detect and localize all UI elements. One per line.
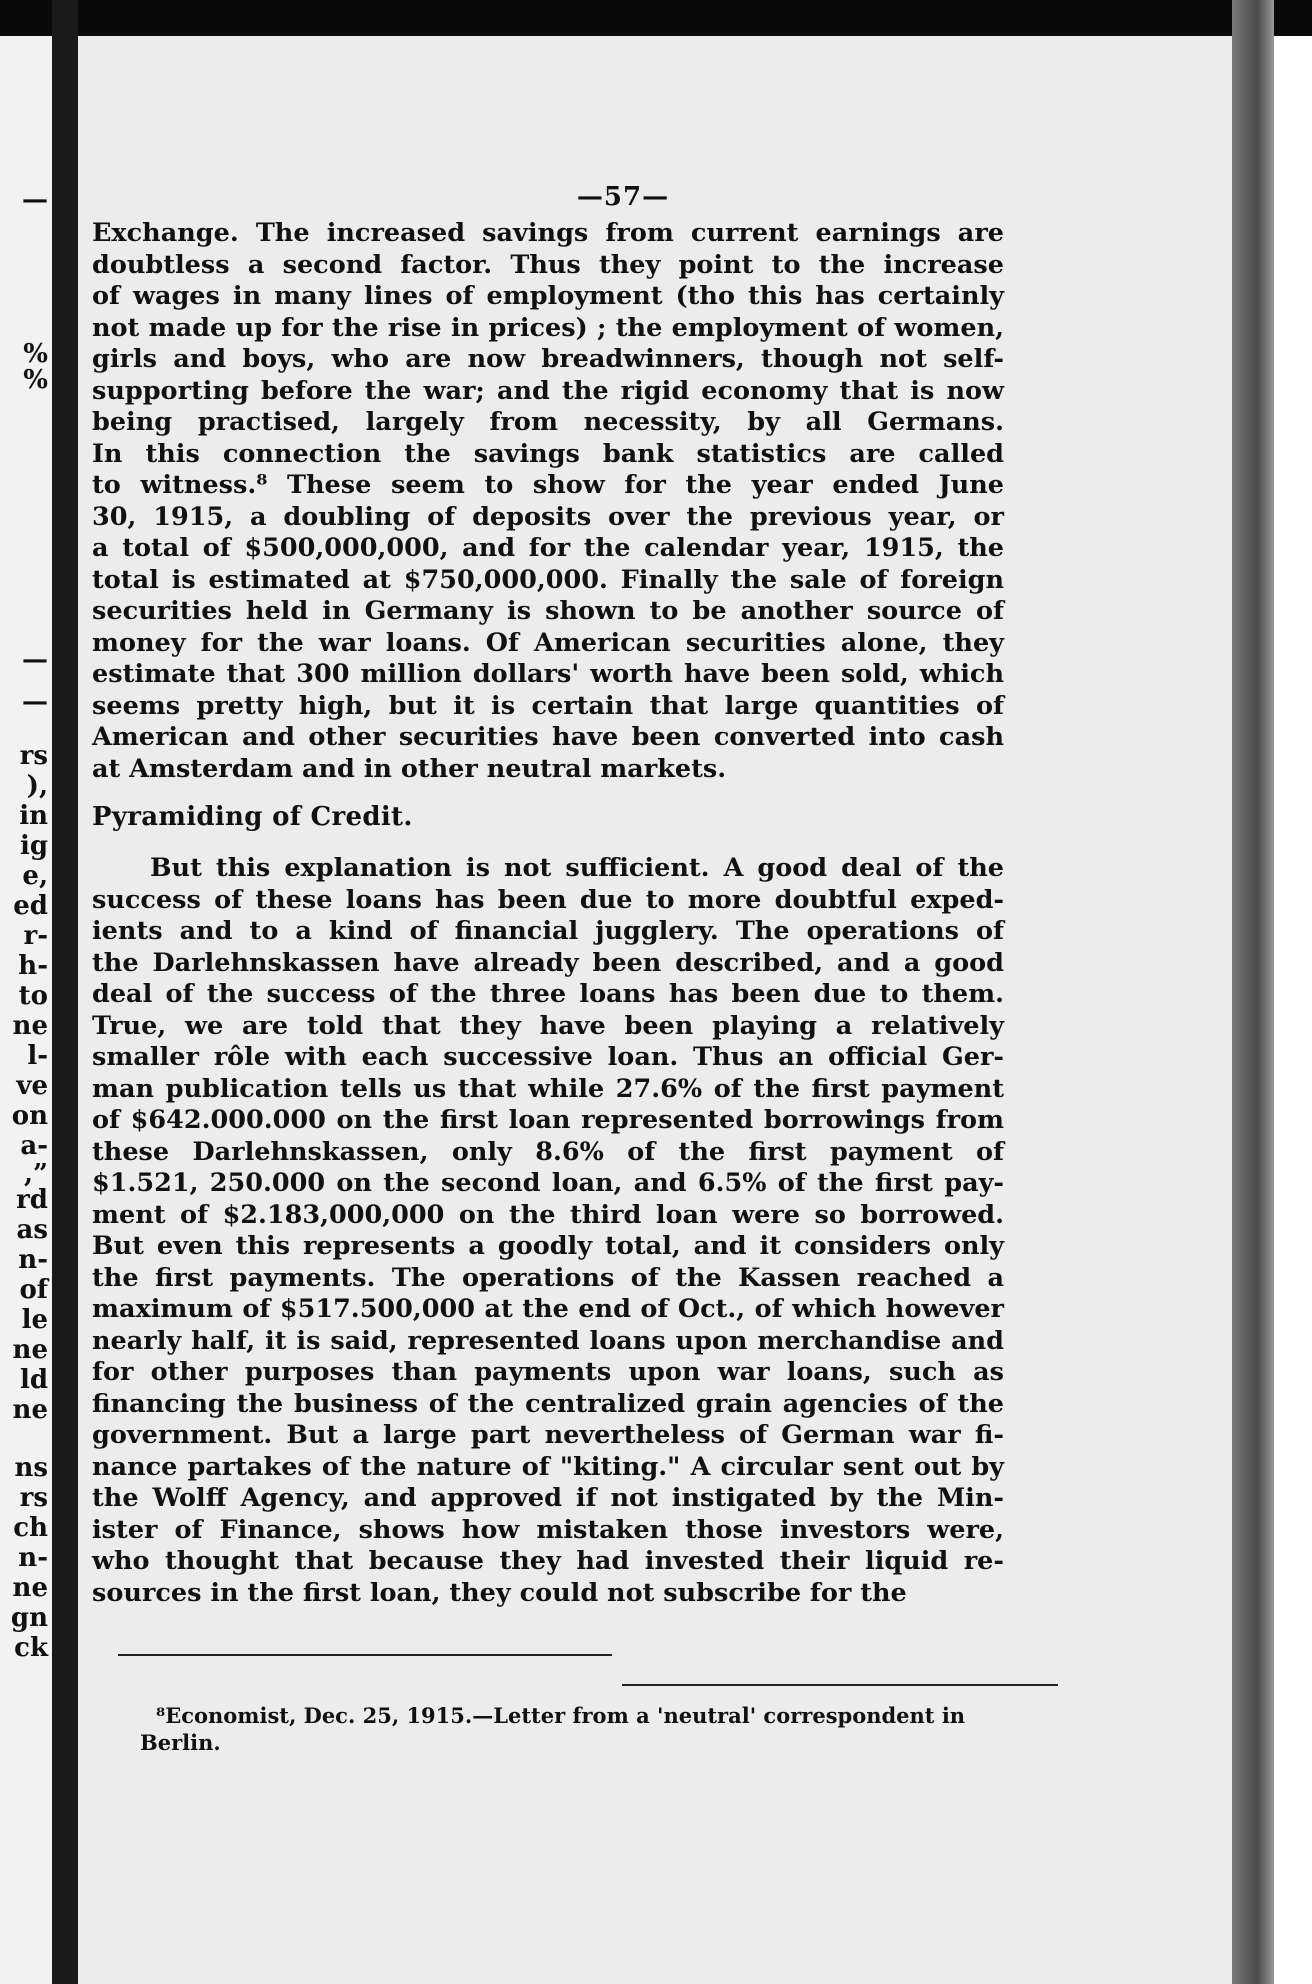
book-gutter-shadow (52, 0, 78, 1984)
text-line: securities held in Germany is shown to be another source of (92, 596, 1004, 626)
text-line: not made up for the rise in prices) ; the employment of women, (92, 312, 1004, 343)
text-line: financing the business of the centralized grain agencies of the (92, 1388, 1004, 1419)
text-line: In this connection the savings bank statistics are called (92, 438, 1004, 469)
text-line: nance partakes of the nature of "kiting." A circular sent out by (92, 1451, 1004, 1482)
text-line: estimate that 300 million dollars' worth have been sold, which (92, 659, 1004, 689)
text-line: of wages in many lines of employment (tho this has certainly (92, 281, 1004, 311)
previous-page-fragment: of (19, 1275, 48, 1305)
previous-page-fragment: ck (14, 1633, 48, 1663)
text-line: for other purposes than payments upon war loans, such as (92, 1357, 1004, 1387)
previous-page-fragment: h- (18, 951, 48, 981)
text-line: seems pretty high, but it is certain that large quantities of (92, 690, 1004, 721)
text-line: these Darlehnskassen, only 8.6% of the first payment of (92, 1136, 1004, 1167)
book-page (78, 36, 1232, 1984)
text-line: at Amsterdam and in other neutral markets. (92, 753, 727, 784)
previous-page-fragment: n- (18, 1245, 48, 1275)
footnote-rule (118, 1654, 612, 1656)
paragraph (92, 853, 1004, 1609)
previous-page-margin (0, 36, 52, 1984)
text-line: True, we are told that they have been playing a relatively (92, 1010, 1004, 1041)
text-line: girls and boys, who are now breadwinners, though not self- (92, 344, 1004, 374)
text-line: of $642.000.000 on the first loan represented borrowings from (92, 1105, 1004, 1135)
previous-page-fragment: l- (27, 1041, 48, 1071)
text-line: the Darlehnskassen have already been described, and a good (92, 947, 1004, 978)
body-text (92, 218, 1004, 1609)
text-line: American and other securities have been converted into cash (92, 722, 1004, 752)
previous-page-fragment: ,” (23, 1159, 48, 1189)
previous-page-fragment: ne (12, 1011, 48, 1041)
text-line: the Wolff Agency, and approved if not instigated by the Min- (92, 1483, 1004, 1513)
text-line: ment of $2.183,000,000 on the third loan were so borrowed. (92, 1199, 1004, 1230)
previous-page-fragment: rs (19, 1483, 48, 1513)
previous-page-fragment: ns (14, 1453, 48, 1483)
previous-page-fragment: ig (19, 831, 48, 861)
footnote-line: ⁸Economist, Dec. 25, 1915.—Letter from a 'neutral' correspondent in (156, 1703, 966, 1728)
previous-page-fragment: ed (13, 891, 48, 921)
text-line: a total of $500,000,000, and for the calendar year, 1915, the (92, 533, 1004, 563)
text-line: nearly half, it is said, represented loans upon merchandise and (92, 1325, 1004, 1356)
previous-page-fragment: on (11, 1101, 48, 1131)
previous-page-fragment: n- (18, 1543, 48, 1573)
previous-page-fragment: ne (12, 1573, 48, 1603)
text-line: maximum of $517.500,000 at the end of Oct., of which however (92, 1294, 1004, 1324)
text-line: $1.521, 250.000 on the second loan, and 6.5% of the first pay- (92, 1168, 1004, 1198)
previous-page-fragment: — (22, 185, 48, 215)
text-line: ients and to a kind of financial jugglery. The operations of (92, 916, 1004, 946)
previous-page-fragment: le (21, 1305, 48, 1335)
section-heading: Pyramiding of Credit. (92, 802, 413, 832)
previous-page-fragment: rd (16, 1185, 48, 1215)
text-line: But this explanation is not sufficient. A good deal of the (150, 853, 1004, 883)
text-line: to witness.⁸ These seem to show for the year ended June (92, 470, 1004, 500)
previous-page-fragment: ), (26, 771, 48, 801)
text-line: being practised, largely from necessity, by all Germans. (92, 407, 1004, 437)
footnote-rule (622, 1684, 1058, 1686)
text-line: ister of Finance, shows how mistaken those investors were, (92, 1514, 1004, 1545)
previous-page-fragment: in (19, 801, 48, 831)
footnote-line: Berlin. (140, 1730, 221, 1755)
previous-page-fragment: % (23, 365, 48, 395)
previous-page-fragment: gn (10, 1603, 48, 1633)
previous-page-fragment: — (22, 687, 48, 717)
previous-page-fragment: ch (13, 1513, 48, 1543)
scanner-right-border (1274, 36, 1312, 1984)
text-line: deal of the success of the three loans has been due to them. (92, 979, 1004, 1009)
previous-page-fragment: a- (20, 1131, 48, 1161)
text-line: sources in the first loan, they could not subscribe for the (92, 1577, 907, 1608)
text-line: who thought that because they had invested their liquid re- (92, 1546, 1004, 1576)
paragraph (92, 218, 1004, 785)
previous-page-fragment: rs (19, 741, 48, 771)
text-line: total is estimated at $750,000,000. Finally the sale of foreign (92, 564, 1004, 595)
text-line: success of these loans has been due to more doubtful exped- (92, 884, 1004, 915)
text-line: doubtless a second factor. Thus they point to the increase (92, 249, 1004, 280)
previous-page-fragment: % (23, 339, 48, 369)
text-line: supporting before the war; and the rigid economy that is now (92, 375, 1004, 406)
text-line: money for the war loans. Of American securities alone, they (92, 627, 1004, 658)
previous-page-fragment: ve (16, 1071, 48, 1101)
previous-page-fragment: as (16, 1215, 48, 1245)
previous-page-fragment: to (18, 981, 48, 1011)
text-line: But even this represents a goodly total, and it considers only (92, 1231, 1004, 1261)
previous-page-fragment: ne (12, 1335, 48, 1365)
previous-page-fragment: ld (19, 1365, 48, 1395)
previous-page-fragment: — (22, 645, 48, 675)
text-line: man publication tells us that while 27.6% of the first payment (92, 1073, 1004, 1104)
previous-page-fragment: r- (23, 921, 48, 951)
page-number: —57— (576, 182, 670, 212)
page-edge-shadow (1232, 0, 1274, 1984)
previous-page-fragment: ne (12, 1395, 48, 1425)
scanner-top-border (0, 0, 1312, 36)
footnote (140, 1702, 1050, 1756)
text-line: the first payments. The operations of the Kassen reached a (92, 1262, 1004, 1293)
text-line: Exchange. The increased savings from current earnings are (92, 218, 1004, 248)
previous-page-fragment: e, (22, 861, 48, 891)
text-line: 30, 1915, a doubling of deposits over the previous year, or (92, 501, 1004, 532)
text-line: smaller rôle with each successive loan. Thus an official Ger- (92, 1042, 1004, 1072)
text-line: government. But a large part nevertheless of German war fi- (92, 1420, 1004, 1450)
